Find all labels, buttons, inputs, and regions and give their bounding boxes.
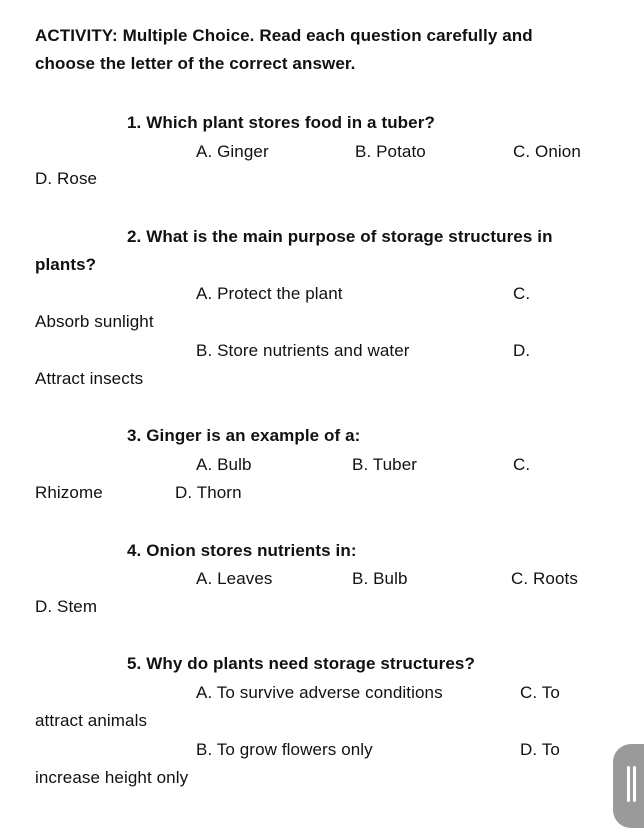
q4-option-d: D. Stem xyxy=(35,597,98,616)
grip-line-icon xyxy=(627,766,630,802)
q5-option-d-text: increase height only xyxy=(35,768,189,787)
q4-option-a: A. Leaves xyxy=(196,569,273,588)
q5-option-a: A. To survive adverse conditions xyxy=(196,683,443,702)
q1-option-d: D. Rose xyxy=(35,169,98,188)
q2-option-a: A. Protect the plant xyxy=(196,284,343,303)
q5-option-c-letter: C. To xyxy=(520,683,560,702)
question-3: 3. Ginger is an example of a: xyxy=(127,426,361,445)
q3-option-d: D. Thorn xyxy=(175,483,242,502)
q3-option-a: A. Bulb xyxy=(196,455,252,474)
q1-option-c: C. Onion xyxy=(513,142,581,161)
q2-option-d-text: Attract insects xyxy=(35,369,144,388)
activity-title-line1: ACTIVITY: Multiple Choice. Read each question carefully and xyxy=(35,26,533,45)
q5-option-b: B. To grow flowers only xyxy=(196,740,373,759)
question-4: 4. Onion stores nutrients in: xyxy=(127,541,357,560)
q1-option-b: B. Potato xyxy=(355,142,426,161)
grip-line-icon xyxy=(633,766,636,802)
q2-option-c-letter: C. xyxy=(513,284,531,303)
q4-option-c: C. Roots xyxy=(511,569,578,588)
q3-option-c-letter: C. xyxy=(513,455,531,474)
q4-option-b: B. Bulb xyxy=(352,569,408,588)
q1-option-a: A. Ginger xyxy=(196,142,269,161)
question-5: 5. Why do plants need storage structures? xyxy=(127,654,475,673)
question-2-line2: plants? xyxy=(35,255,97,274)
q2-option-d-letter: D. xyxy=(513,341,531,360)
activity-title-line2: choose the letter of the correct answer. xyxy=(35,54,356,73)
q2-option-b: B. Store nutrients and water xyxy=(196,341,410,360)
q5-option-c-text: attract animals xyxy=(35,711,148,730)
scroll-handle-icon[interactable] xyxy=(613,744,644,828)
q3-option-c-text: Rhizome xyxy=(35,483,103,502)
q3-option-b: B. Tuber xyxy=(352,455,418,474)
question-1: 1. Which plant stores food in a tuber? xyxy=(127,113,435,132)
q2-option-c-text: Absorb sunlight xyxy=(35,312,154,331)
q5-option-d-letter: D. To xyxy=(520,740,560,759)
question-2-line1: 2. What is the main purpose of storage structures in xyxy=(127,227,553,246)
